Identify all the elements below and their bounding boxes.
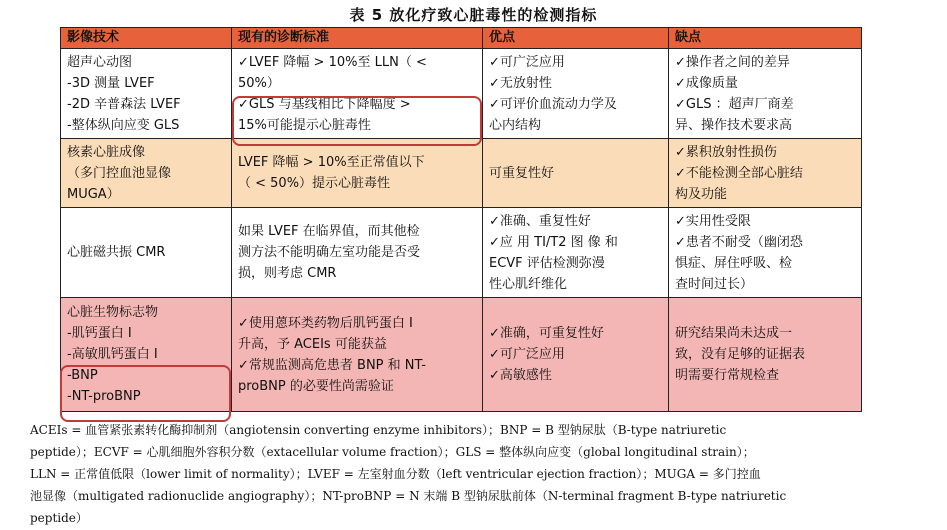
cell-cons: [669, 139, 862, 208]
detection-indicators-table: [60, 27, 862, 412]
cell-criteria: [232, 298, 483, 412]
cell-line: 心内结构: [489, 117, 542, 133]
cell-line: 50%）: [238, 75, 280, 91]
footnote-line: ACEIs = 血管紧张素转化酶抑制剂（angiotensin converting enzyme inhibitors）；BNP = B 型钠尿肽（B-type natriuretic: [30, 423, 727, 437]
cell-cons: [669, 49, 862, 139]
cell-line: ✓可评价血流动力学及: [489, 96, 617, 112]
footnote-line: peptide）；ECVF = 心肌细胞外容积分数（extacellular volume fraction）；GLS = 整体纵向应变（global longitudinal strain）；: [30, 445, 755, 459]
cell-line: 构及功能: [675, 186, 728, 202]
cell-line: 核素心脏成像: [67, 144, 146, 160]
footnote-line: peptide）: [30, 511, 88, 525]
cell-line: ✓常规监测高危患者 BNP 和 NT-: [238, 357, 426, 373]
cell-tech: [61, 49, 232, 139]
cell-line: ✓LVEF 降幅 > 10%至 LLN（ <: [238, 54, 427, 70]
cell-line: ✓GLS ：超声厂商差: [675, 96, 794, 112]
cell-line: -BNP: [67, 368, 98, 383]
cell-tech: [61, 139, 232, 208]
cell-line: 测方法不能明确左室功能是否受: [238, 245, 421, 260]
cell-line: ✓可广泛应用: [489, 54, 565, 70]
cell-line: MUGA）: [67, 186, 120, 202]
cell-pros: [483, 298, 669, 412]
header-row: [61, 28, 862, 49]
cell-line: -高敏肌钙蛋白 I: [67, 347, 158, 362]
cell-line: ✓不能检测全部心脏结: [675, 165, 803, 181]
cell-line: -3D 测量 LVEF: [67, 75, 155, 91]
cell-line: 明需要行常规检查: [675, 368, 780, 383]
table-row-biomarkers: [61, 298, 862, 412]
cell-line: -肌钙蛋白 I: [67, 326, 132, 341]
cell-line: 致，没有足够的证据表: [675, 347, 806, 362]
cell-line: ✓可广泛应用: [489, 347, 565, 362]
header-criteria: 现有的诊断标准: [232, 28, 483, 49]
table-row-nuclear: [61, 139, 862, 208]
cell-pros: [483, 139, 669, 208]
cell-line: proBNP 的必要性尚需验证: [238, 378, 394, 394]
table-row-echo: [61, 49, 862, 139]
cell-line: ✓准确、重复性好: [489, 213, 591, 229]
cell-pros: [483, 49, 669, 139]
cell-line: 损，则考虑 CMR: [238, 266, 337, 281]
cell-line: 异、操作技术要求高: [675, 117, 793, 133]
cell-line: -NT-proBNP: [67, 389, 141, 404]
cell-line: 升高，予 ACEIs 可能获益: [238, 336, 387, 352]
cell-line: 超声心动图: [67, 54, 133, 70]
cell-line: 心脏生物标志物: [67, 305, 159, 320]
cell-line: -整体纵向应变 GLS: [67, 117, 180, 133]
cell-cons: [669, 298, 862, 412]
cell-line: 惧症、屏住呼吸、检: [675, 255, 793, 271]
header-cons: 缺点: [669, 28, 862, 49]
cell-line: ✓GLS 与基线相比下降幅度 >: [238, 96, 411, 112]
cell-line: 研究结果尚未达成一: [675, 326, 793, 341]
cell-line: ✓累积放射性损伤: [675, 144, 777, 160]
cell-line: ✓患者不耐受（幽闭恐: [675, 234, 803, 250]
table-title: 表 5 放化疗致心脏毒性的检测指标: [349, 6, 598, 24]
header-tech: 影像技术: [61, 28, 232, 49]
footnote-line: 池显像（multigated radionuclide angiography）；NT-proBNP = N 末端 B 型钠尿肽前体（N-terminal fragment B-type natriuretic: [30, 489, 787, 503]
cell-tech: [61, 208, 232, 298]
cell-line: （ < 50%）提示心脏毒性: [238, 176, 391, 191]
cell-line: 心脏磁共振 CMR: [67, 245, 166, 260]
cell-line: 性心肌纤维化: [489, 276, 568, 292]
cell-tech: [61, 298, 232, 412]
cell-line: 15%可能提示心脏毒性: [238, 117, 371, 133]
cell-line: 可重复性好: [489, 165, 555, 181]
cell-cons: [669, 208, 862, 298]
cell-line: -2D 辛普森法 LVEF: [67, 96, 181, 112]
footnote-line: LLN = 正常值低限（lower limit of normality）；LVEF = 左室射血分数（left ventricular ejection fraction）；MUGA = 多门控血: [30, 467, 761, 481]
cell-criteria: [232, 49, 483, 139]
cell-line: LVEF 降幅 > 10%至正常值以下: [238, 155, 425, 170]
cell-line: 如果 LVEF 在临界值，而其他检: [238, 224, 420, 239]
cell-line: （多门控血池显像: [67, 165, 172, 181]
cell-line: ✓使用蒽环类药物后肌钙蛋白 I: [238, 315, 413, 331]
cell-line: ECVF 评估检测弥漫: [489, 255, 605, 271]
cell-line: ✓无放射性: [489, 75, 552, 91]
cell-line: ✓准确，可重复性好: [489, 326, 604, 341]
cell-criteria: [232, 139, 483, 208]
cell-line: ✓成像质量: [675, 75, 738, 91]
cell-line: ✓高敏感性: [489, 368, 552, 383]
cell-line: 查时间过长）: [675, 276, 754, 292]
cell-line: ✓操作者之间的差异: [675, 54, 790, 70]
table-row-cmr: [61, 208, 862, 298]
cell-line: ✓实用性受限: [675, 213, 751, 229]
table-footnote: [30, 419, 910, 529]
cell-pros: [483, 208, 669, 298]
cell-criteria: [232, 208, 483, 298]
header-pros: 优点: [483, 28, 669, 49]
cell-line: ✓应 用 TI/T2 图 像 和: [489, 234, 618, 250]
